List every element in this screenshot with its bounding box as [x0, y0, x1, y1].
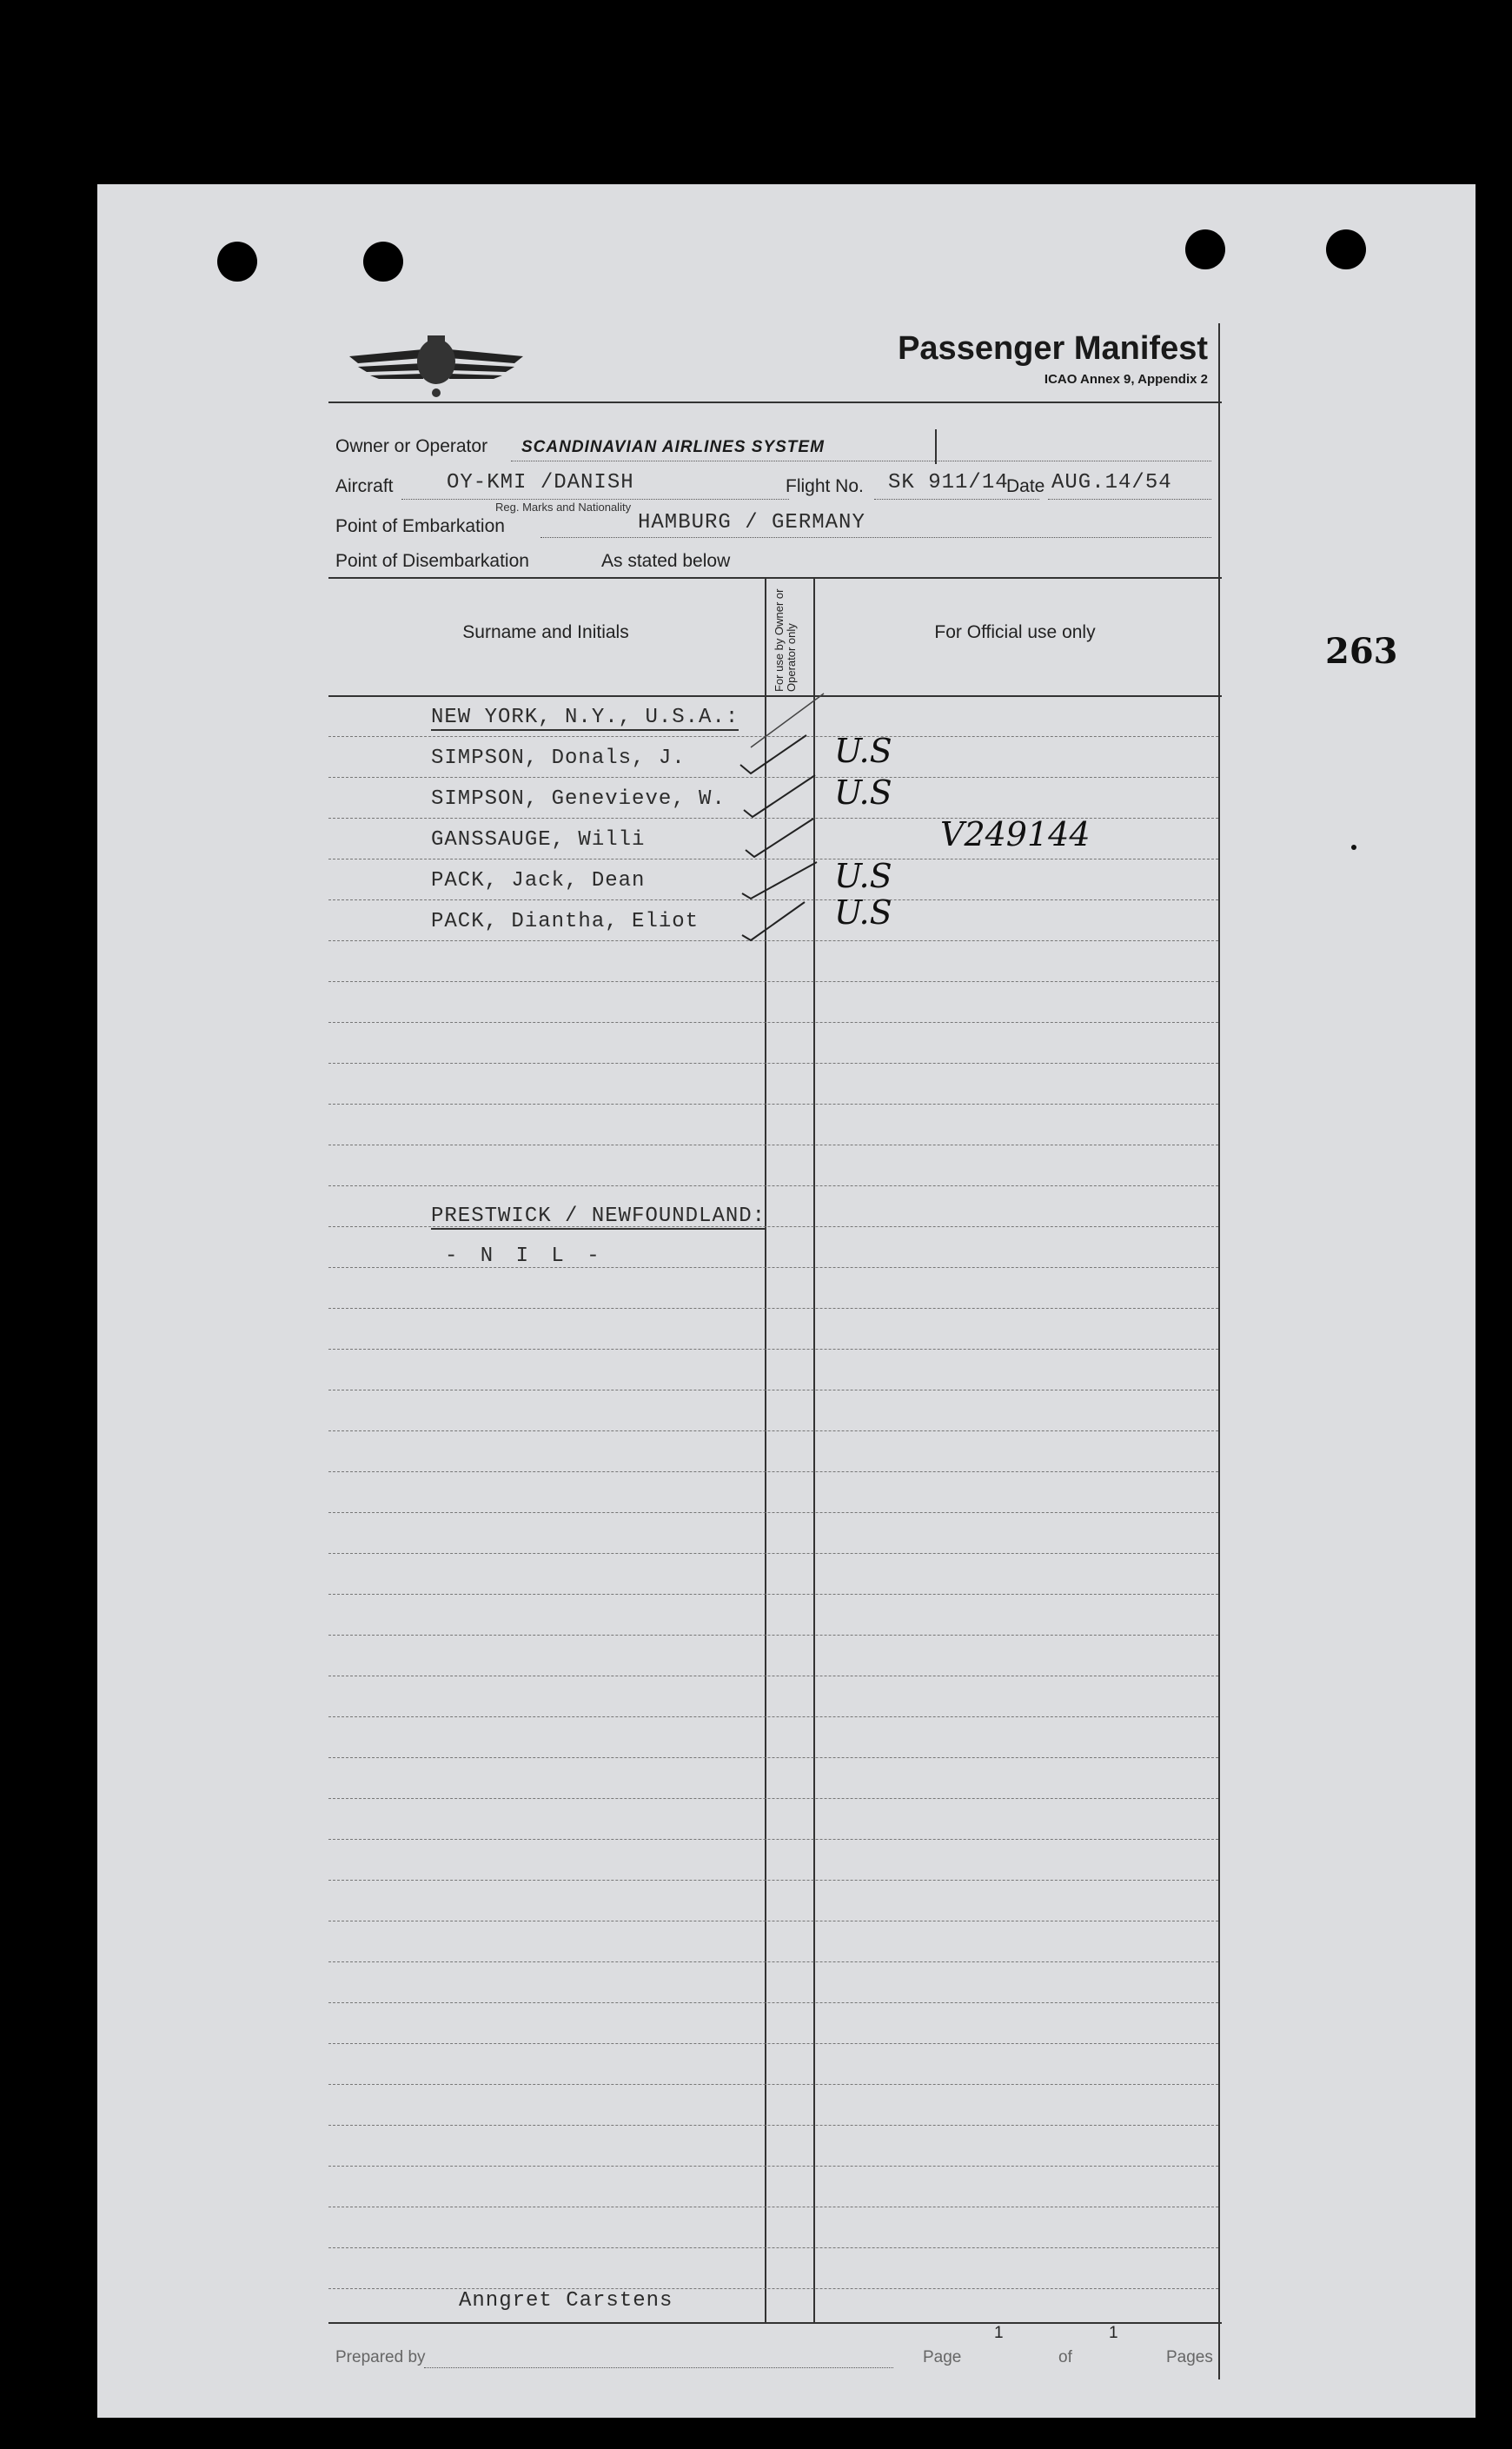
signature: Anngret Carstens — [459, 2289, 673, 2313]
punch-hole — [363, 242, 403, 282]
form-title: Passenger Manifest — [898, 330, 1208, 367]
of-label: of — [1058, 2348, 1072, 2366]
embarkation-value: HAMBURG / GERMANY — [638, 511, 865, 534]
reg-marks-label: Reg. Marks and Nationality — [495, 501, 632, 514]
entry-name: GANSSAUGE, Willi — [431, 828, 646, 852]
table-row-line — [328, 1798, 1218, 1799]
table-row-line — [328, 1716, 1218, 1717]
check-marks — [737, 671, 893, 949]
table-row-line — [328, 2002, 1218, 2003]
table-row-line — [328, 1961, 1218, 1962]
table-row-line — [328, 1104, 1218, 1105]
table-row-line — [328, 1553, 1218, 1554]
table-row-line — [328, 2084, 1218, 2085]
table-row-line — [328, 1430, 1218, 1431]
embarkation-line — [540, 537, 1211, 538]
owner-value: SCANDINAVIAN AIRLINES SYSTEM — [521, 438, 825, 456]
table-row-line — [328, 1349, 1218, 1350]
punch-hole — [217, 242, 257, 282]
table-row-line — [328, 1880, 1218, 1881]
header-rule — [328, 402, 1222, 403]
page-value: 1 — [994, 2324, 1004, 2342]
official-mark: U.S — [834, 732, 892, 770]
table-row-line — [328, 2043, 1218, 2044]
table-row-line — [328, 1308, 1218, 1309]
disembarkation-label: Point of Disembarkation — [335, 551, 529, 571]
page-label: Page — [923, 2348, 962, 2366]
table-row-line — [328, 2125, 1218, 2126]
section2-value: - N I L - — [445, 1244, 605, 1268]
stamp-dot — [1351, 845, 1356, 850]
table-row-line — [328, 1471, 1218, 1472]
table-row-line — [328, 1757, 1218, 1758]
form-subtitle: ICAO Annex 9, Appendix 2 — [1044, 372, 1208, 387]
flight-value: SK 911/14 — [888, 471, 1009, 494]
stamp-number: 263 — [1325, 631, 1398, 672]
owner-mark — [935, 429, 937, 464]
official-mark: U.S — [834, 773, 892, 812]
official-mark: U.S — [834, 893, 892, 932]
prepared-by-label: Prepared by — [335, 2348, 426, 2366]
section2-heading: PRESTWICK / NEWFOUNDLAND: — [431, 1205, 766, 1228]
col-header-operator: For use by Owner or Operator only — [773, 588, 798, 692]
table-row-line — [328, 1063, 1218, 1064]
col-header-surname: Surname and Initials — [462, 622, 629, 642]
manifest-form — [328, 323, 1222, 2379]
prepared-by-line — [424, 2367, 893, 2368]
table-row-line — [328, 1594, 1218, 1595]
official-mark: U.S — [834, 857, 892, 895]
table-row-line — [328, 2247, 1218, 2248]
table-row-line — [328, 1185, 1218, 1186]
of-value: 1 — [1109, 2324, 1118, 2342]
aircraft-value: OY-KMI /DANISH — [447, 471, 634, 494]
col-header-official: For Official use only — [934, 622, 1096, 642]
entry-name: SIMPSON, Donals, J. — [431, 747, 686, 770]
embarkation-label: Point of Embarkation — [335, 516, 505, 536]
flight-label: Flight No. — [786, 476, 864, 496]
official-mark: V249144 — [940, 815, 1091, 853]
flight-line — [874, 499, 1039, 500]
date-label: Date — [1006, 476, 1045, 496]
date-line — [1048, 499, 1211, 500]
entry-name: PACK, Jack, Dean — [431, 869, 646, 893]
entry-heading: NEW YORK, N.Y., U.S.A.: — [431, 706, 739, 729]
table-row-line — [328, 1839, 1218, 1840]
aircraft-label: Aircraft — [335, 476, 394, 496]
table-row-line — [328, 1635, 1218, 1636]
col-divider-right — [1218, 323, 1220, 2379]
table-bottom-rule — [328, 2322, 1222, 2324]
date-value: AUG.14/54 — [1051, 471, 1172, 494]
aircraft-line — [401, 499, 789, 500]
table-row-line — [328, 2166, 1218, 2167]
entry-name: PACK, Diantha, Eliot — [431, 910, 700, 933]
punch-hole — [1326, 229, 1366, 269]
airline-wings-logo — [341, 323, 532, 398]
entry-name: SIMPSON, Genevieve, W. — [431, 787, 726, 811]
owner-label: Owner or Operator — [335, 436, 488, 456]
table-row-line — [328, 981, 1218, 982]
table-row-line — [328, 1022, 1218, 1023]
disembarkation-value: As stated below — [601, 551, 731, 571]
pages-label: Pages — [1166, 2348, 1213, 2366]
punch-hole — [1185, 229, 1225, 269]
table-row-line — [328, 1512, 1218, 1513]
